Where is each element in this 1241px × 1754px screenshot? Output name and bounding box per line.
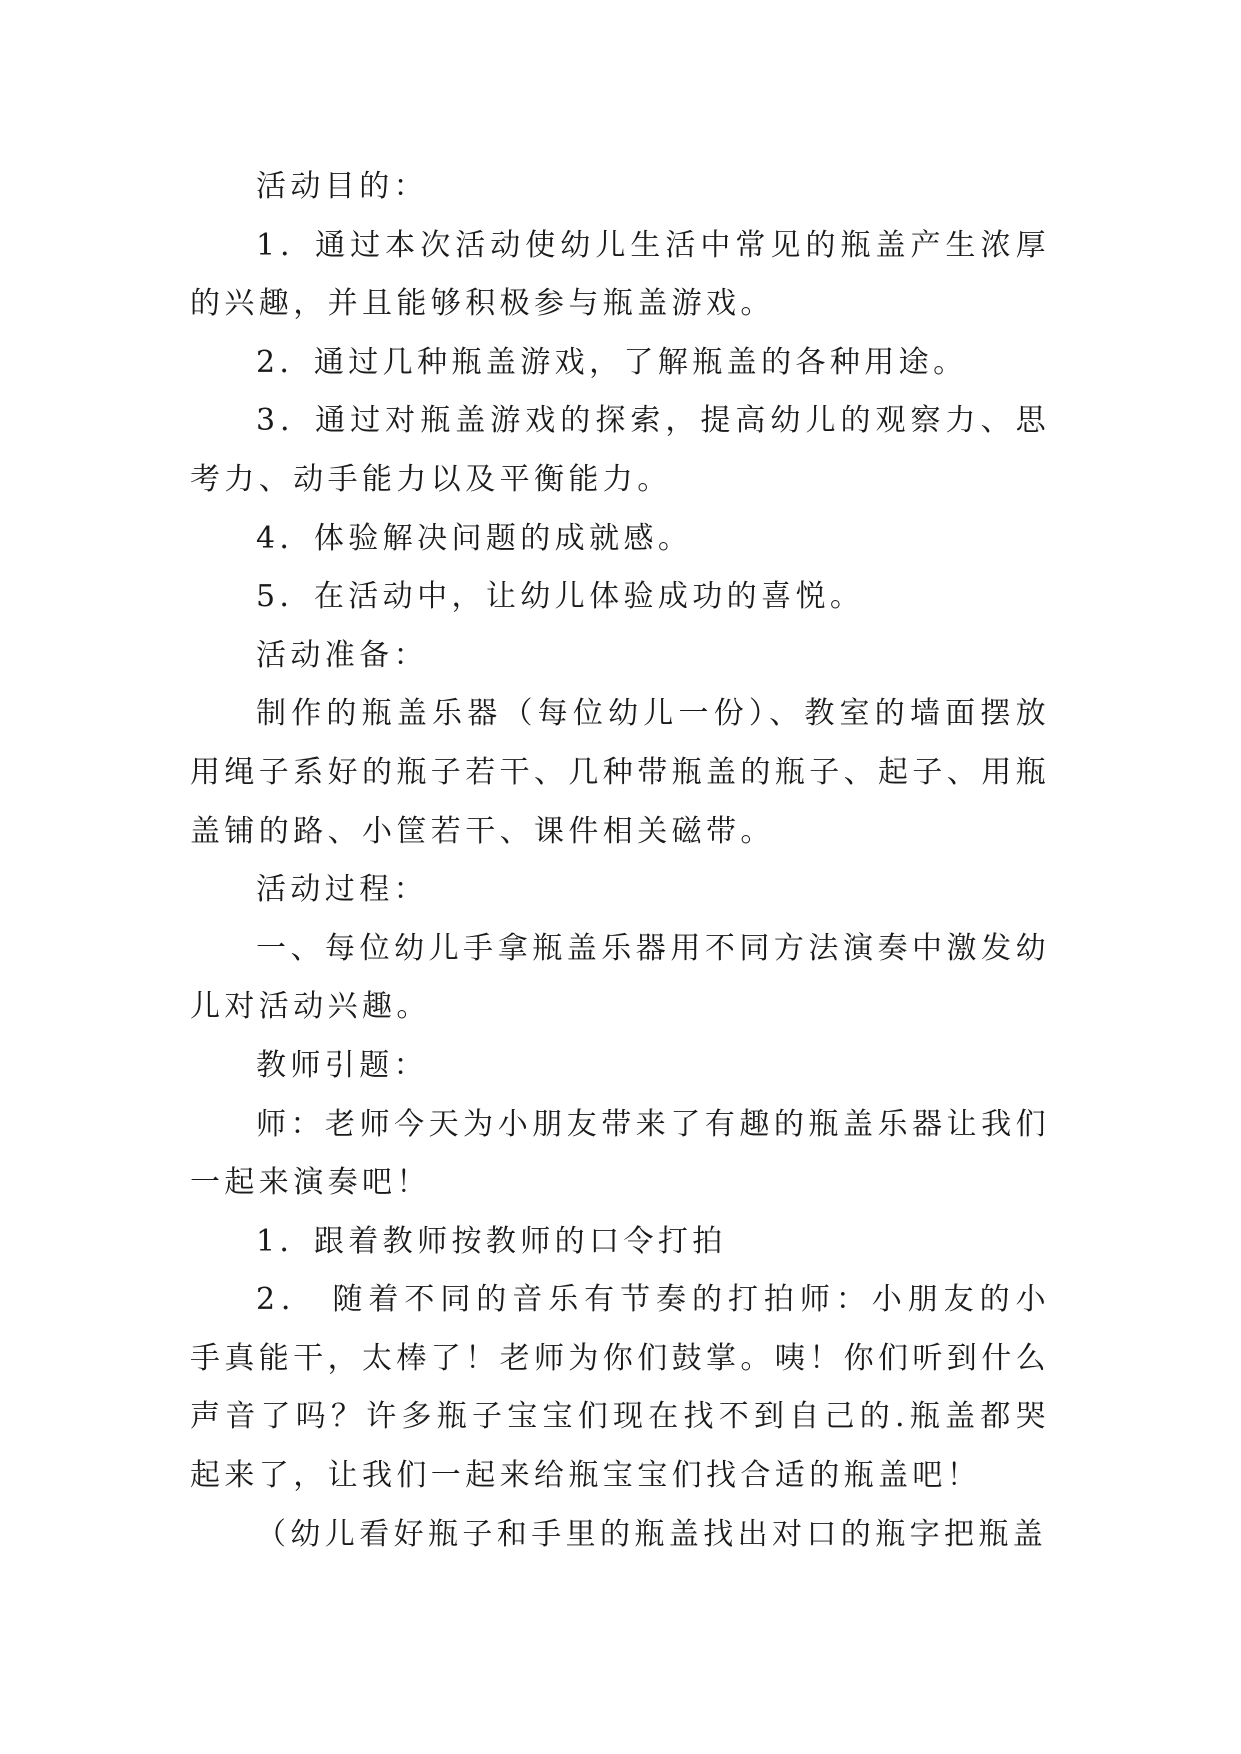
child-action-note: （幼儿看好瓶子和手里的瓶盖找出对口的瓶字把瓶盖 xyxy=(256,1516,1048,1552)
process-step-1: 一、每位幼儿手拿瓶盖乐器用不同方法演奏中激发幼儿对活动兴趣。 xyxy=(190,930,1050,1025)
goal-item-5: 5．在活动中，让幼儿体验成功的喜悦。 xyxy=(256,579,865,615)
section-heading-preparation: 活动准备： xyxy=(256,637,428,673)
goal-item-2: 2．通过几种瓶盖游戏，了解瓶盖的各种用途。 xyxy=(256,344,968,380)
section-heading-intro: 教师引题： xyxy=(256,1047,428,1083)
activity-step-2: 2． 随着不同的音乐有节奏的打拍师：小朋友的小手真能干，太棒了！老师为你们鼓掌。咦！你们听到什么声音了吗？许多瓶子宝宝们现在找不到自己的.瓶盖都哭起来了，让我们一起来给瓶宝宝们找合适的瓶盖吧！ xyxy=(190,1282,1050,1494)
section-heading-process: 活动过程： xyxy=(256,872,428,908)
goal-item-4: 4．体验解决问题的成就感。 xyxy=(256,520,693,556)
teacher-line: 师：老师今天为小朋友带来了有趣的瓶盖乐器让我们一起来演奏吧！ xyxy=(190,1106,1050,1201)
preparation-body: 制作的瓶盖乐器（每位幼儿一份）、教室的墙面摆放用绳子系好的瓶子若干、几种带瓶盖的瓶子、起子、用瓶盖铺的路、小筐若干、课件相关磁带。 xyxy=(190,696,1050,849)
goal-item-1: 1．通过本次活动使幼儿生活中常见的瓶盖产生浓厚的兴趣，并且能够积极参与瓶盖游戏。 xyxy=(190,227,1050,322)
document-body xyxy=(190,158,1050,1564)
activity-step-1: 1．跟着教师按教师的口令打拍 xyxy=(256,1223,727,1259)
goal-item-3: 3．通过对瓶盖游戏的探索，提高幼儿的观察力、思考力、动手能力以及平衡能力。 xyxy=(190,403,1050,497)
section-heading-goals: 活动目的： xyxy=(256,169,428,204)
